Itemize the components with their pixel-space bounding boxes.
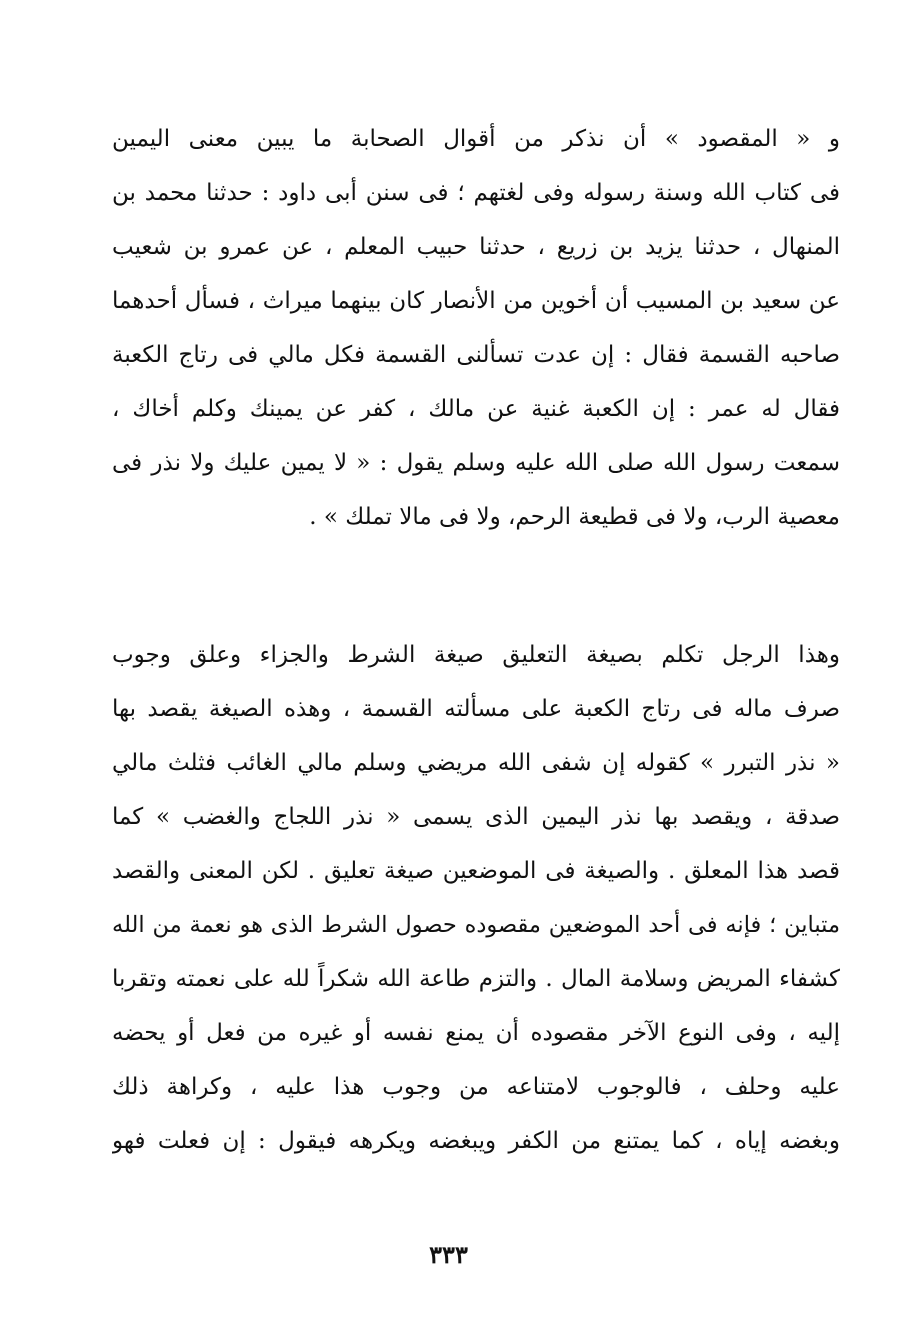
text-line: « نذر التبرر » كقوله إن شفى الله مريضي وسلم مالي الغائب فثلث مالي: [112, 750, 840, 776]
paragraph-1: [112, 112, 840, 544]
text-line: و « المقصود » أن نذكر من أقوال الصحابة ما يبين معنى اليمين: [112, 126, 840, 152]
text-line: عن سعيد بن المسيب أن أخوين من الأنصار كان بينهما ميراث ، فسأل أحدهما: [112, 288, 840, 314]
page-number: ٣٣٣: [429, 1240, 468, 1269]
text-line: معصية الرب، ولا فى قطيعة الرحم، ولا فى مالا تملك » .: [309, 504, 840, 530]
text-line: صاحبه القسمة فقال : إن عدت تسألنى القسمة فكل مالي فى رتاج الكعبة: [112, 342, 840, 368]
text-line: وبغضه إياه ، كما يمتنع من الكفر ويبغضه ويكرهه فيقول : إن فعلت فهو: [112, 1128, 840, 1154]
text-line: متباين ؛ فإنه فى أحد الموضعين مقصوده حصول الشرط الذى هو نعمة من الله: [112, 912, 840, 938]
text-line: عليه وحلف ، فالوجوب لامتناعه من وجوب هذا عليه ، وكراهة ذلك: [112, 1074, 840, 1100]
text-line: إليه ، وفى النوع الآخر مقصوده أن يمنع نفسه أو غيره من فعل أو يحضه: [112, 1020, 840, 1046]
paragraph-2: [112, 628, 840, 1168]
text-line: وهذا الرجل تكلم بصيغة التعليق صيغة الشرط والجزاء وعلق وجوب: [112, 642, 840, 668]
text-line: فى كتاب الله وسنة رسوله وفى لغتهم ؛ فى سنن أبى داود : حدثنا محمد بن: [112, 180, 840, 206]
text-line: صرف ماله فى رتاج الكعبة على مسألته القسمة ، وهذه الصيغة يقصد بها: [112, 696, 840, 722]
text-line: كشفاء المريض وسلامة المال . والتزم طاعة الله شكراً لله على نعمته وتقربا: [112, 966, 840, 992]
text-line: قصد هذا المعلق . والصيغة فى الموضعين صيغة تعليق . لكن المعنى والقصد: [112, 858, 840, 884]
text-line: المنهال ، حدثنا يزيد بن زريع ، حدثنا حبيب المعلم ، عن عمرو بن شعيب: [112, 234, 840, 260]
text-line: سمعت رسول الله صلى الله عليه وسلم يقول : « لا يمين عليك ولا نذر فى: [112, 450, 840, 476]
text-line: فقال له عمر : إن الكعبة غنية عن مالك ، كفر عن يمينك وكلم أخاك ،: [112, 396, 840, 422]
text-line: صدقة ، ويقصد بها نذر اليمين الذى يسمى « نذر اللجاج والغضب » كما: [112, 804, 840, 830]
